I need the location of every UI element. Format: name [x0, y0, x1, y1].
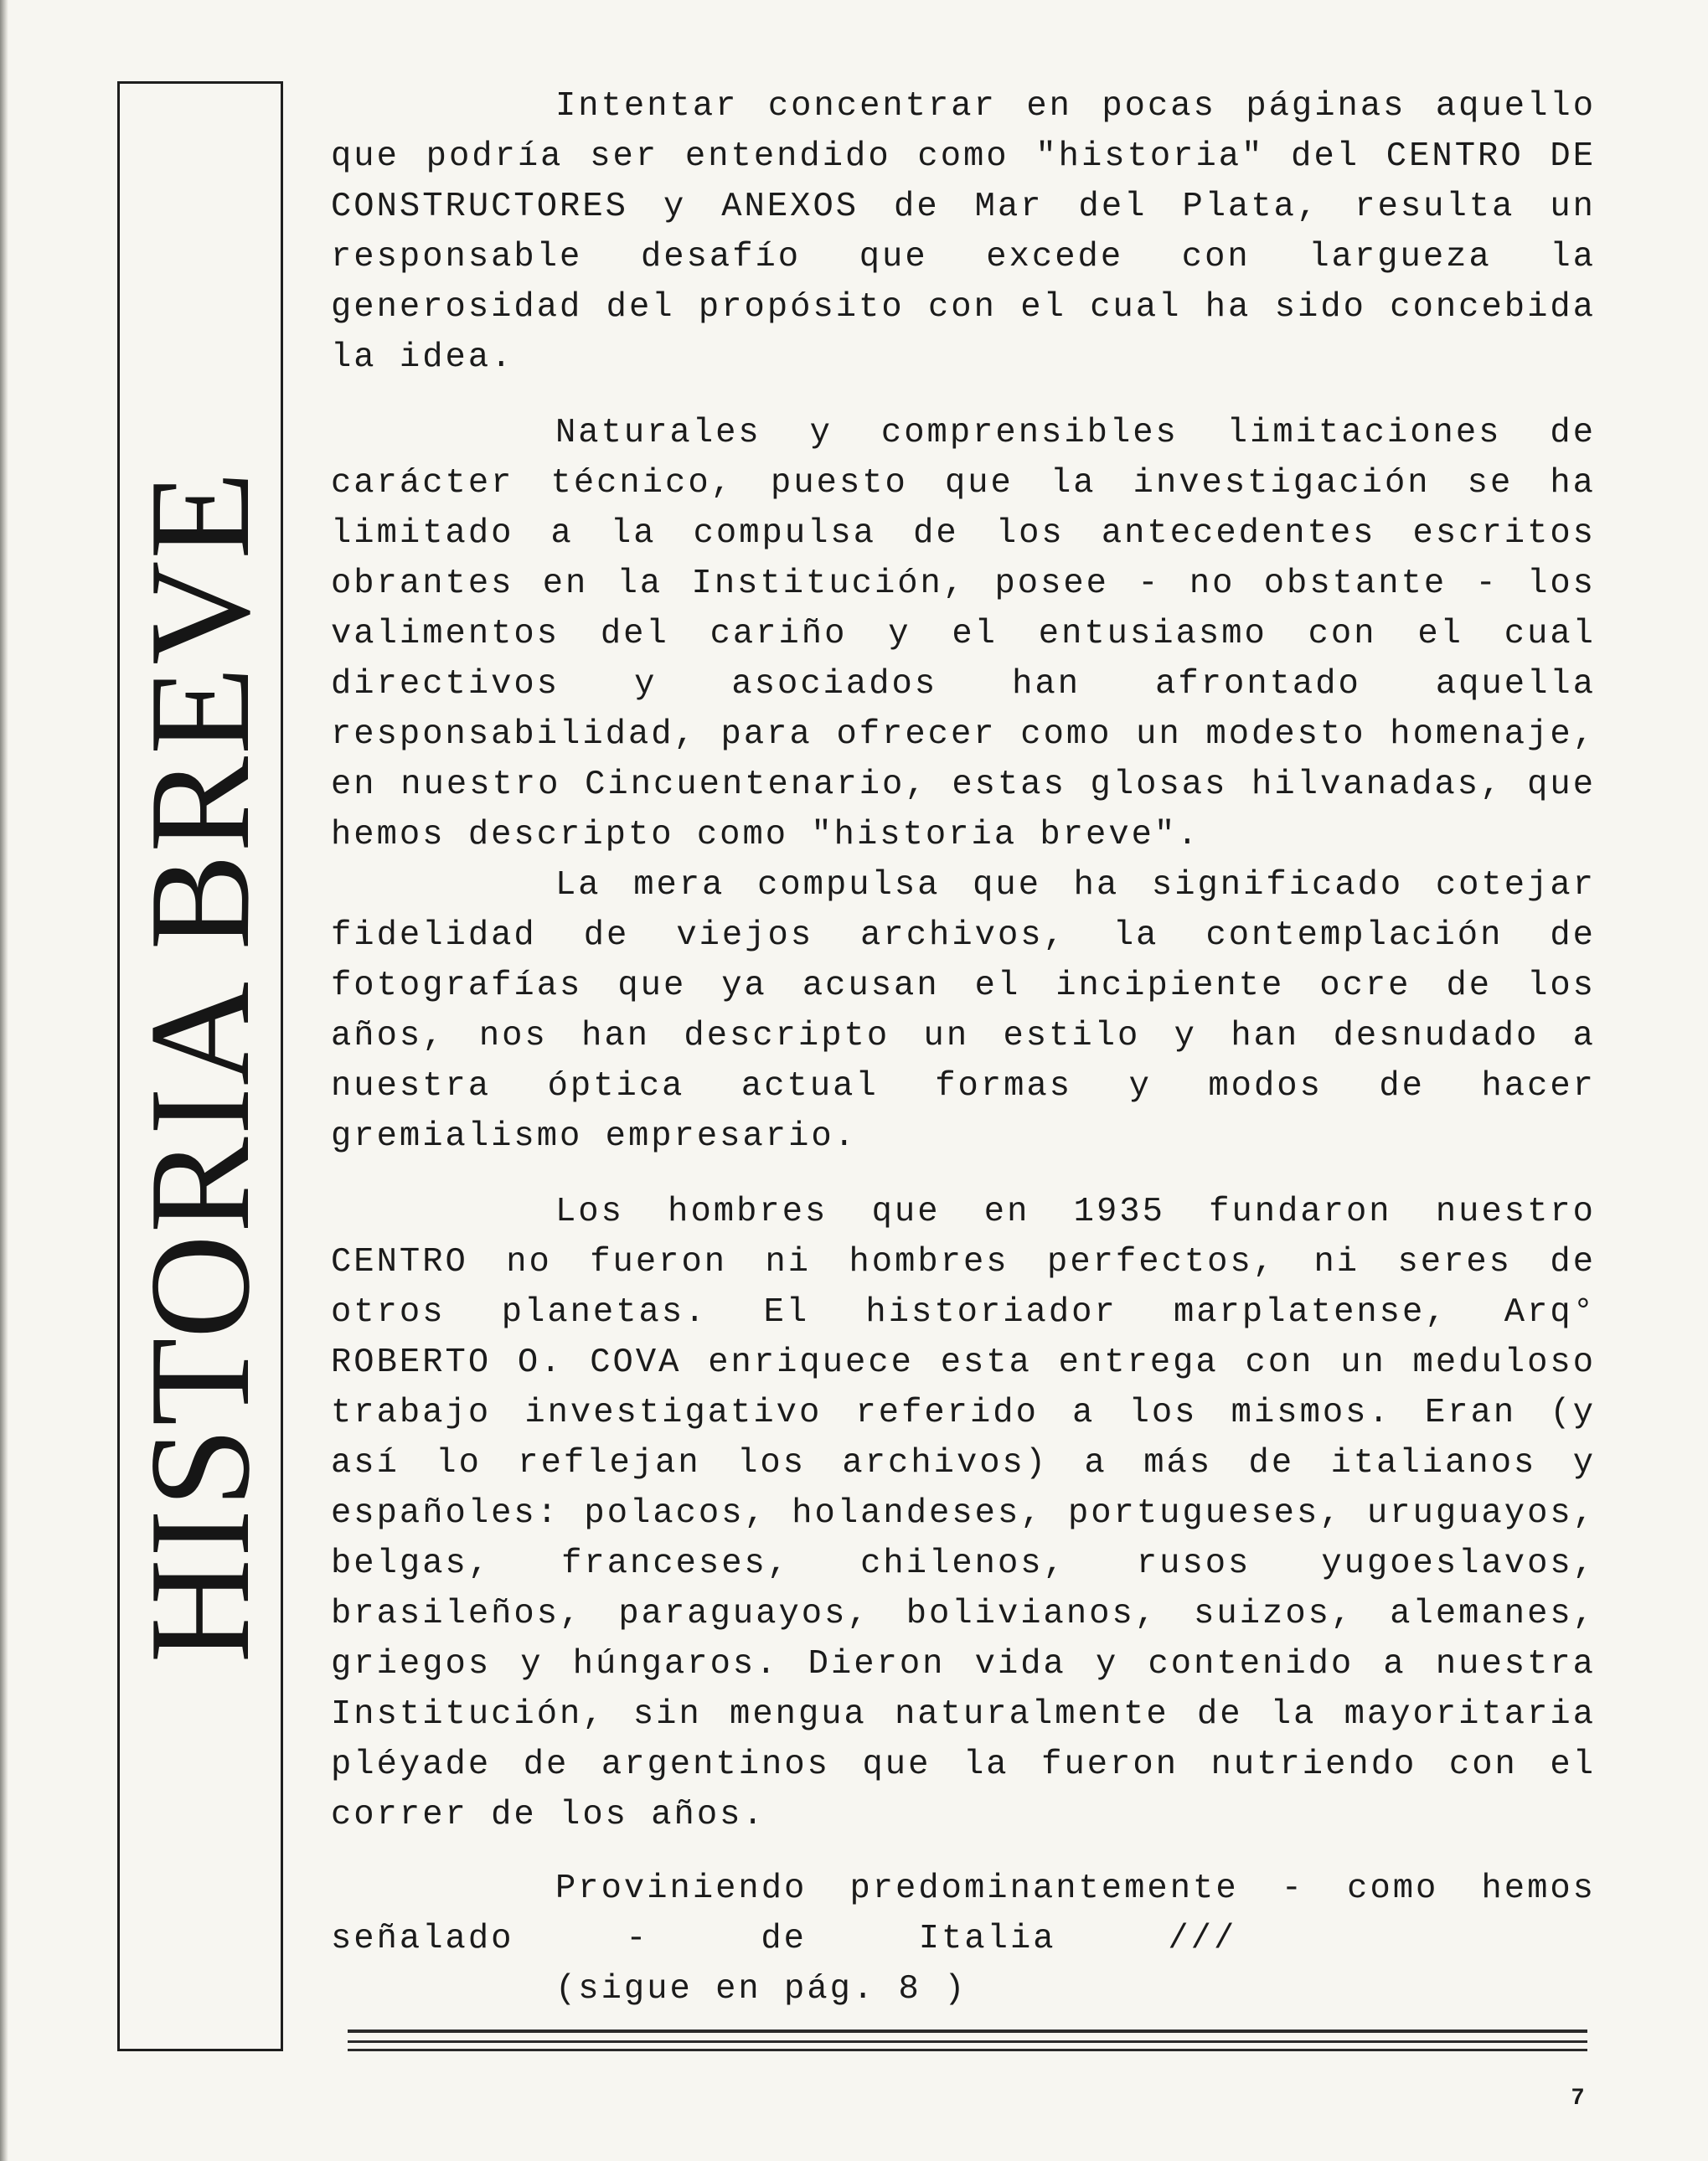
paragraph-3: La mera compulsa que ha significado cotejar fidelidad de viejos archivos, la contemplación de fotografías que ya acusan el incipiente ocre de los años, nos han descripto un estilo y han desnudado a nuestra óptica actual formas y modos de hacer gremialismo empresario.	[331, 866, 1596, 1156]
paragraph-2: Naturales y comprensibles limitaciones de carácter técnico, puesto que la investigación se ha limitado a la compulsa de los antecedentes escritos obrantes en la Institución, posee - no obstante - los valimentos del cariño y el entusiasmo con el cual directivos y asociados han afrontado aquella responsabilidad, para ofrecer como un modesto homenaje, en nuestro Cincuentenario, estas glosas hilvanadas, que hemos descripto como "historia breve".	[331, 414, 1596, 854]
section-title-box	[117, 81, 283, 2051]
binding-edge	[0, 0, 8, 2161]
paragraph-5	[331, 1864, 1596, 2014]
footer-rule-1	[348, 2029, 1587, 2033]
page-number: 7	[1571, 2084, 1584, 2109]
footer-rule-3	[348, 2049, 1587, 2051]
paragraph-4: Los hombres que en 1935 fundaron nuestro CENTRO no fueron ni hombres perfectos, ni seres de otros planetas. El historiador marplatense, Arq° ROBERTO O. COVA enriquece esta entrega con un meduloso trabajo investigativo referido a los mismos. Eran (y así lo reflejan los archivos) a más de italianos y españoles: polacos, holandeses, portugueses, uruguayos, belgas, franceses, chilenos, rusos yugoeslavos, brasileños, paraguayos, bolivianos, suizos, alemanes, griegos y húngaros. Dieron vida y contenido a nuestra Institución, sin mengua naturalmente de la mayoritaria pléyade de argentinos que la fueron nutriendo con el correr de los años.	[331, 1193, 1596, 1834]
continuation-note: (sigue en pág. 8 )	[555, 1970, 968, 2009]
paragraph-5-text: Proviniendo predominantemente - como hemos señalado - de Italia ///	[331, 1870, 1596, 1958]
section-title: HISTORIA BREVE	[121, 469, 280, 1663]
footer-rule-2	[348, 2040, 1587, 2043]
paragraph-1: Intentar concentrar en pocas páginas aquello que podría ser entendido como "historia" del CENTRO DE CONSTRUCTORES y ANEXOS de Mar del Plata, resulta un responsable desafío que excede con largueza la generosidad del propósito con el cual ha sido concebida la idea.	[331, 87, 1596, 377]
article-body	[331, 81, 1596, 2014]
